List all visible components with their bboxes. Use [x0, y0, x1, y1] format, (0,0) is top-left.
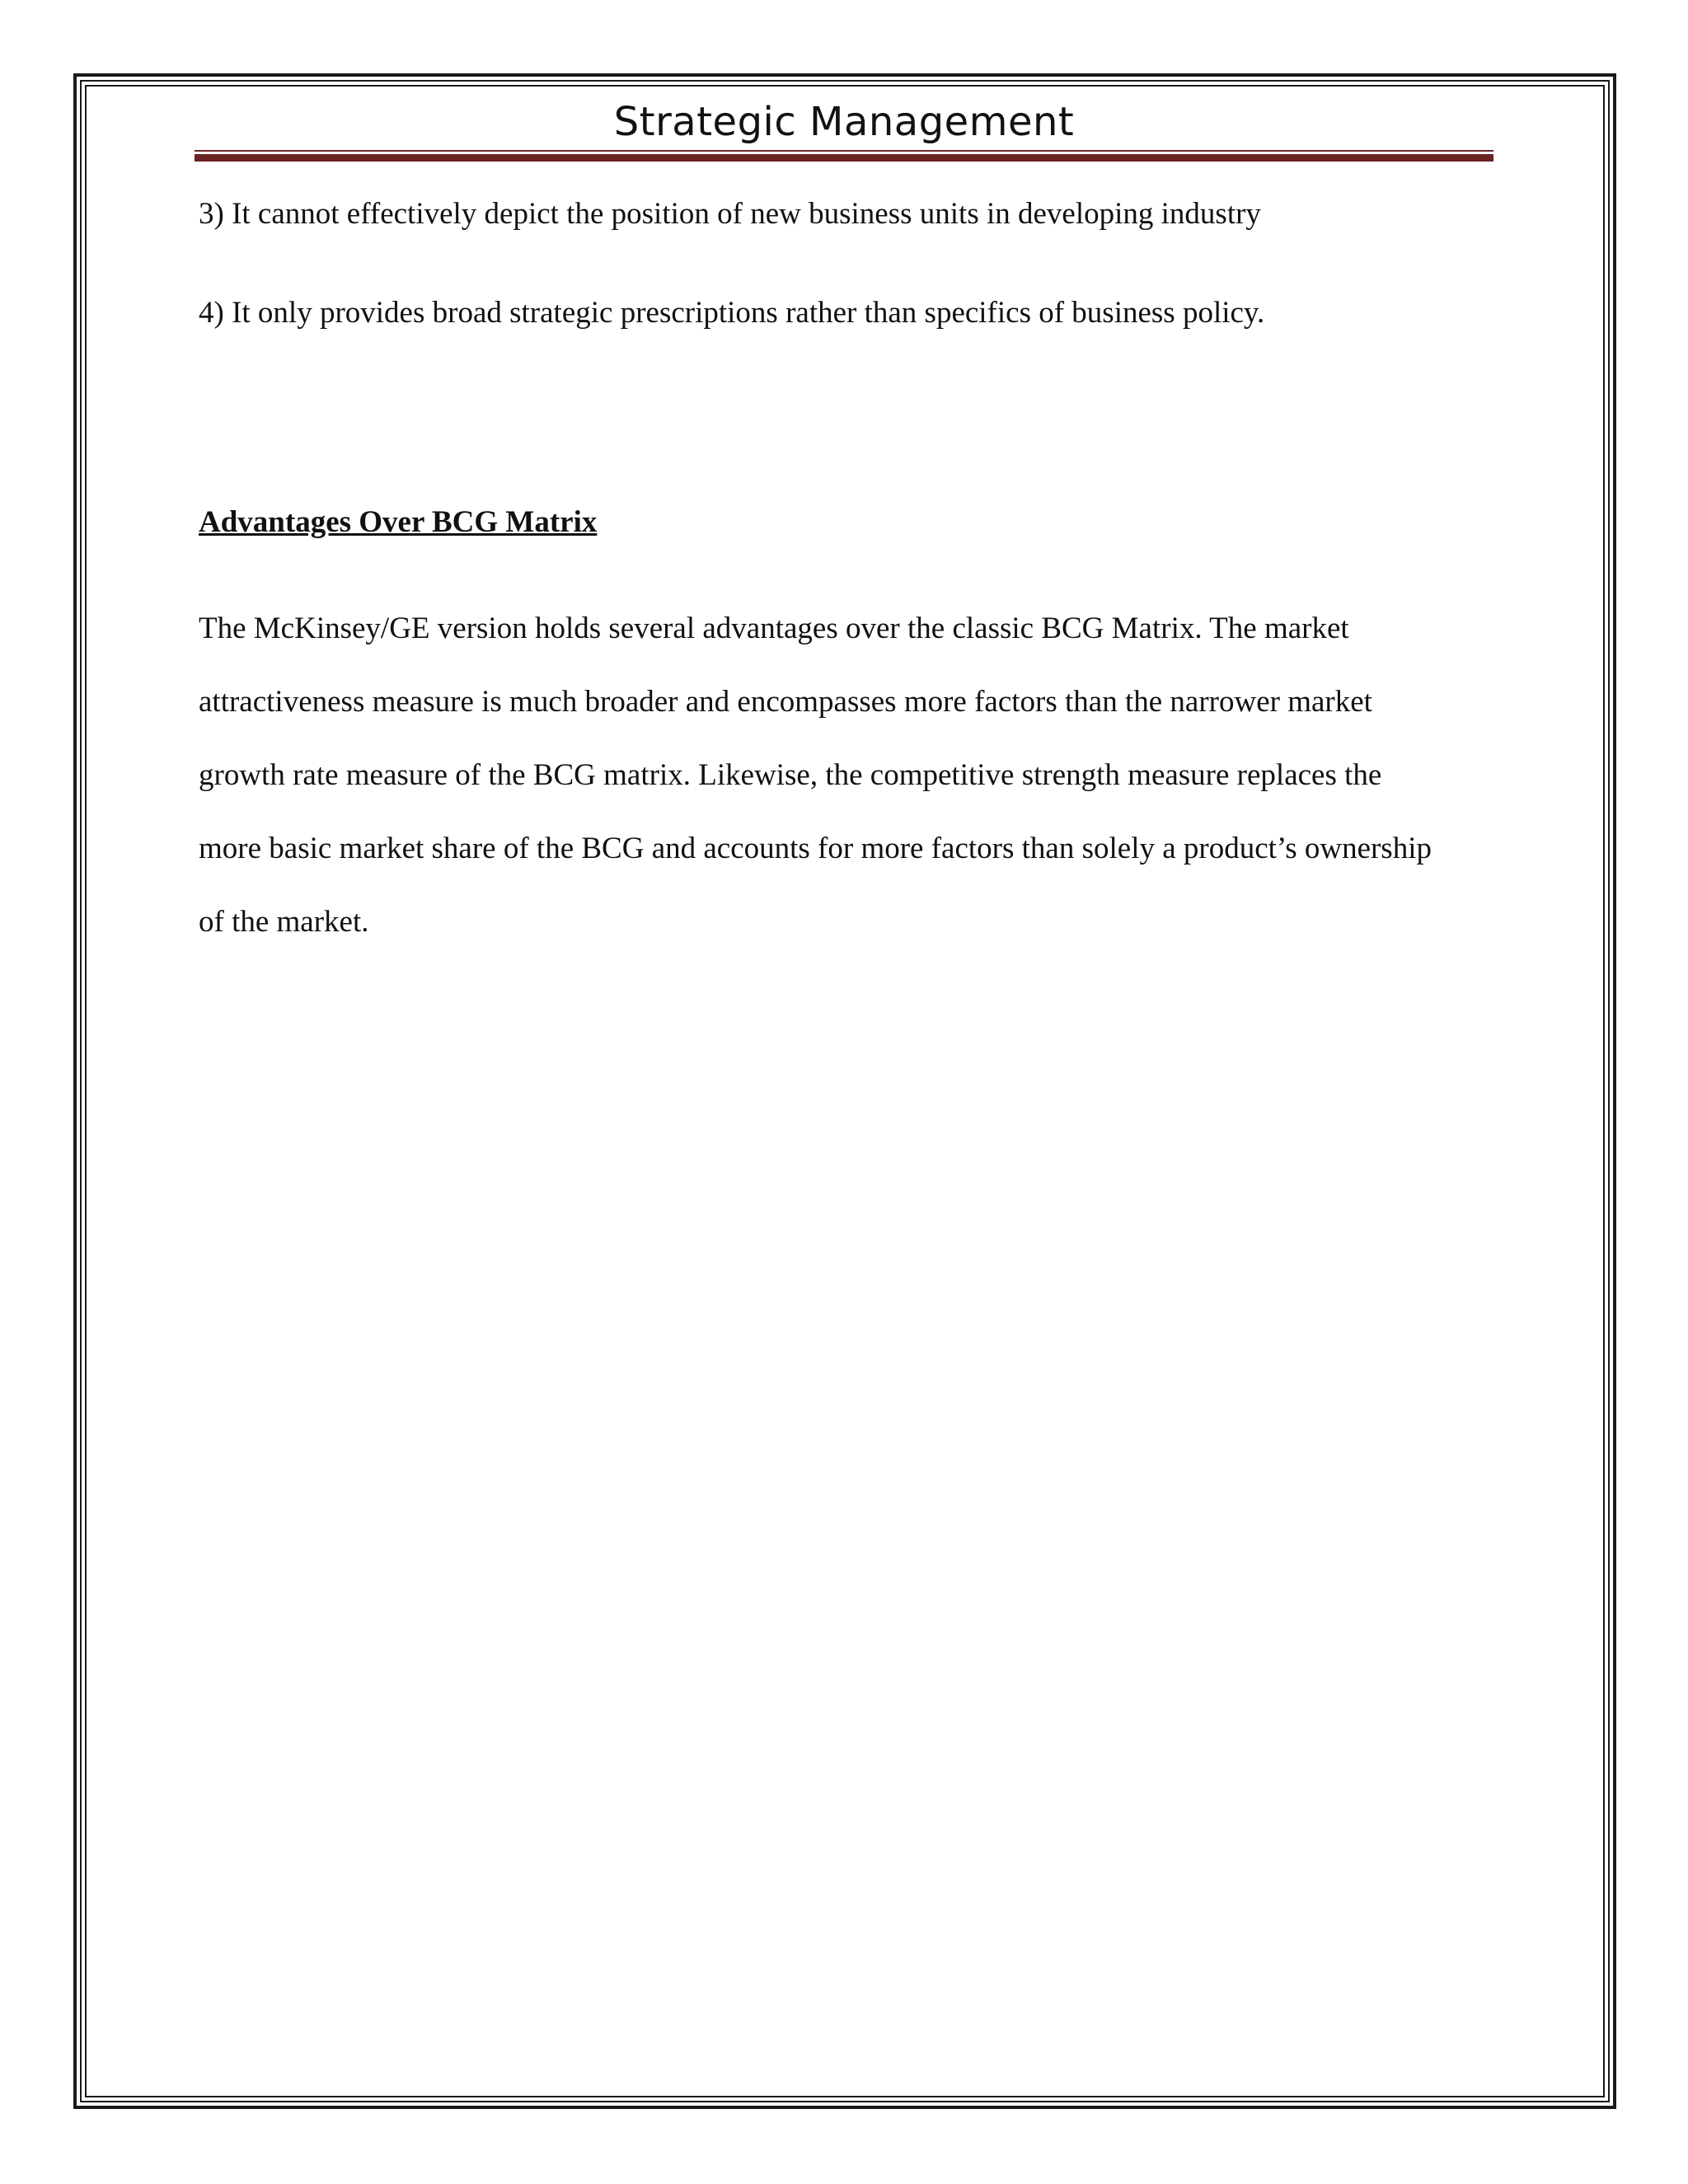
paragraph-line: of the market. — [199, 905, 369, 939]
section-heading: Advantages Over BCG Matrix — [199, 505, 598, 539]
paragraph-line: attractiveness measure is much broader and encompasses more factors than the narrower market — [199, 685, 1372, 719]
paragraph-line: growth rate measure of the BCG matrix. Likewise, the competitive strength measure replaces the — [199, 758, 1382, 792]
page-border-inner — [85, 85, 1605, 2097]
list-item: 3) It cannot effectively depict the position of new business units in developing industry — [199, 197, 1261, 231]
header-rule-thick — [195, 154, 1493, 162]
page-header-title: Strategic Management — [613, 99, 1075, 145]
header-rule-thin — [195, 150, 1493, 152]
list-item: 4) It only provides broad strategic prescriptions rather than specifics of business policy. — [199, 296, 1265, 330]
paragraph-line: The McKinsey/GE version holds several advantages over the classic BCG Matrix. The market — [199, 612, 1349, 645]
paragraph-line: more basic market share of the BCG and accounts for more factors than solely a product’s ownership — [199, 832, 1432, 865]
section-paragraph — [199, 592, 1493, 958]
document-body — [199, 188, 1493, 939]
